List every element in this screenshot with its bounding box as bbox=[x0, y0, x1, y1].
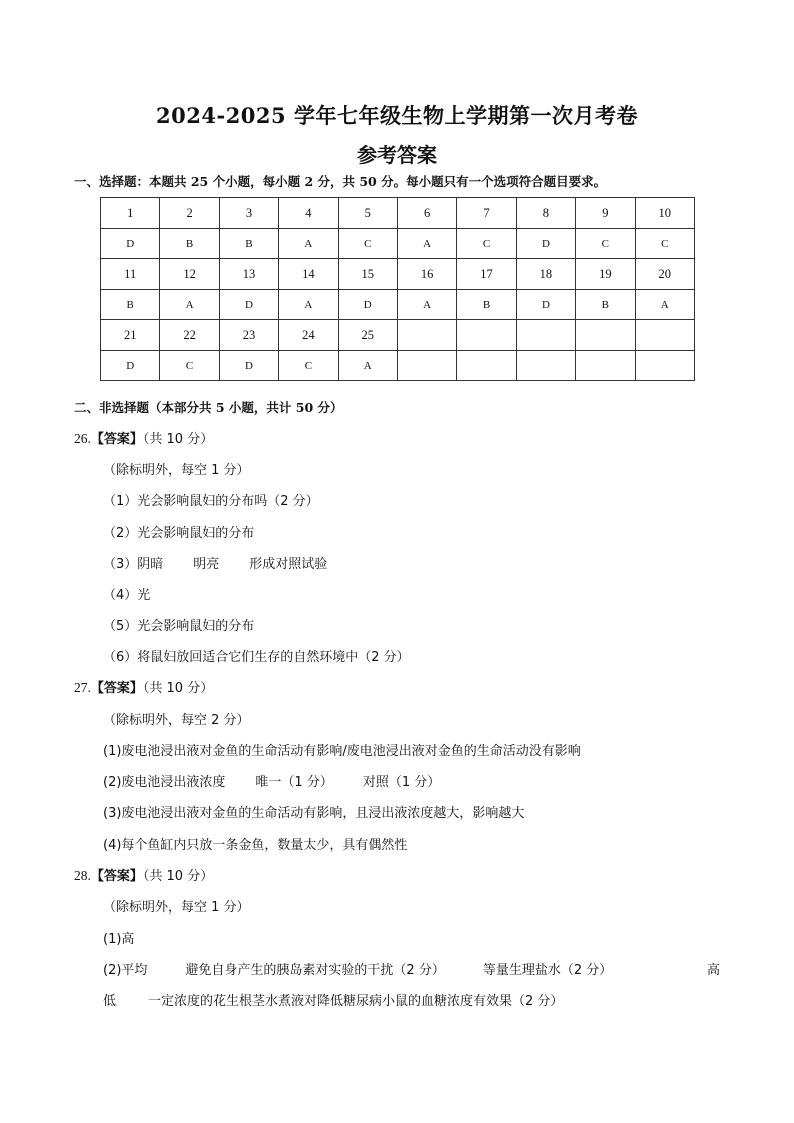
answer-cell bbox=[516, 351, 575, 381]
question-number-row bbox=[101, 320, 695, 351]
question-number-cell: 11 bbox=[101, 259, 160, 290]
answer-cell: C bbox=[635, 229, 694, 259]
answer-line: (3)废电池浸出液对金鱼的生命活动有影响，且浸出液浓度越大，影响越大 bbox=[103, 806, 525, 821]
question-number-cell: 21 bbox=[101, 320, 160, 351]
answer-line bbox=[103, 771, 440, 790]
answer-line: (4)每个鱼缸内只放一条金鱼，数量太少，具有偶然性 bbox=[103, 838, 408, 853]
section-heading-nonchoice: 二、非选择题（本部分共 5 小题，共计 50 分） bbox=[74, 400, 343, 415]
answer-part: 等量生理盐水（2 分） bbox=[482, 963, 613, 978]
answer-cell: B bbox=[576, 290, 635, 320]
answer-row bbox=[101, 290, 695, 320]
answer-part: （3）阴暗 bbox=[103, 557, 164, 572]
answer-part: (2)废电池浸出液浓度 bbox=[103, 775, 226, 790]
question-points: （共 10 分） bbox=[142, 432, 214, 447]
question-number-cell bbox=[516, 320, 575, 351]
question-number-cell: 16 bbox=[397, 259, 456, 290]
question-number-cell: 25 bbox=[338, 320, 397, 351]
answer-line: （1）光会影响鼠妇的分布吗（2 分） bbox=[103, 494, 319, 509]
question-number-cell: 19 bbox=[576, 259, 635, 290]
answer-cell: B bbox=[101, 290, 160, 320]
answer-cell: B bbox=[219, 229, 278, 259]
answer-part: (2)平均 bbox=[103, 963, 148, 978]
answer-cell: A bbox=[338, 351, 397, 381]
question-number-row bbox=[101, 259, 695, 290]
answer-cell bbox=[635, 351, 694, 381]
answer-cell: D bbox=[516, 229, 575, 259]
answer-row bbox=[101, 229, 695, 259]
answer-cell: D bbox=[338, 290, 397, 320]
question-number-cell: 2 bbox=[160, 198, 219, 229]
answer-cell: D bbox=[101, 229, 160, 259]
answer-line: （4）光 bbox=[103, 588, 151, 603]
answer-line: （2）光会影响鼠妇的分布 bbox=[103, 526, 255, 541]
question-number-row bbox=[101, 198, 695, 229]
answer-cell: D bbox=[516, 290, 575, 320]
question-number-cell: 13 bbox=[219, 259, 278, 290]
question-number-cell bbox=[457, 320, 516, 351]
question-number-cell: 9 bbox=[576, 198, 635, 229]
question-number-cell: 12 bbox=[160, 259, 219, 290]
page-title: 2024-2025 学年七年级生物上学期第一次月考卷 bbox=[156, 103, 638, 128]
answer-line: （6）将鼠妇放回适合它们生存的自然环境中（2 分） bbox=[103, 650, 410, 665]
question-number-cell: 20 bbox=[635, 259, 694, 290]
answer-line bbox=[103, 553, 327, 572]
question-header-28 bbox=[74, 865, 213, 884]
question-number-cell: 10 bbox=[635, 198, 694, 229]
answer-part: 一定浓度的花生根茎水煮液对降低糖尿病小鼠的血糖浓度有效果（2 分） bbox=[148, 994, 564, 1009]
section-heading-choice: 一、选择题：本题共 25 个小题，每小题 2 分，共 50 分。每小题只有一个选项符合题目要求。 bbox=[74, 174, 607, 189]
answer-part: 形成对照试验 bbox=[249, 557, 328, 572]
answer-row bbox=[101, 351, 695, 381]
answer-part: 明亮 bbox=[193, 557, 220, 572]
answer-line: (1)高 bbox=[103, 932, 135, 947]
answer-line: （5）光会影响鼠妇的分布 bbox=[103, 619, 255, 634]
question-number-cell: 4 bbox=[279, 198, 338, 229]
answer-line bbox=[103, 959, 723, 978]
answer-cell bbox=[576, 351, 635, 381]
answer-cell: D bbox=[219, 290, 278, 320]
question-number-cell: 17 bbox=[457, 259, 516, 290]
question-number: 27. bbox=[74, 680, 91, 695]
question-number-cell: 5 bbox=[338, 198, 397, 229]
answer-line bbox=[103, 990, 563, 1009]
answer-tag: 【答案】 bbox=[90, 681, 143, 696]
answer-cell: B bbox=[160, 229, 219, 259]
question-number-cell bbox=[635, 320, 694, 351]
question-number-cell: 7 bbox=[457, 198, 516, 229]
answer-cell: C bbox=[160, 351, 219, 381]
answer-part: 避免自身产生的胰岛素对实验的干扰（2 分） bbox=[185, 963, 445, 978]
answer-cell: B bbox=[457, 290, 516, 320]
answer-part: 高 bbox=[707, 963, 721, 978]
question-number-cell: 1 bbox=[101, 198, 160, 229]
question-number: 26. bbox=[74, 431, 91, 446]
question-number: 28. bbox=[74, 868, 91, 883]
question-number-cell: 24 bbox=[279, 320, 338, 351]
answer-cell: A bbox=[160, 290, 219, 320]
page-subtitle: 参考答案 bbox=[357, 143, 437, 167]
answer-cell: D bbox=[219, 351, 278, 381]
question-number-cell: 3 bbox=[219, 198, 278, 229]
question-number-cell: 22 bbox=[160, 320, 219, 351]
answer-cell: A bbox=[397, 229, 456, 259]
answer-cell bbox=[457, 351, 516, 381]
scoring-note: （除标明外，每空 1 分） bbox=[103, 900, 250, 915]
answer-cell: A bbox=[397, 290, 456, 320]
question-number-cell bbox=[397, 320, 456, 351]
question-number-cell: 14 bbox=[279, 259, 338, 290]
question-number-cell bbox=[576, 320, 635, 351]
scoring-note: （除标明外，每空 1 分） bbox=[103, 463, 250, 478]
answer-table bbox=[100, 197, 695, 381]
question-number-cell: 8 bbox=[516, 198, 575, 229]
question-header-27 bbox=[74, 677, 213, 696]
scoring-note: （除标明外，每空 2 分） bbox=[103, 713, 250, 728]
question-number-cell: 6 bbox=[397, 198, 456, 229]
question-number-cell: 18 bbox=[516, 259, 575, 290]
question-points: （共 10 分） bbox=[142, 681, 214, 696]
answer-cell: A bbox=[279, 229, 338, 259]
answer-cell: C bbox=[457, 229, 516, 259]
answer-cell: A bbox=[279, 290, 338, 320]
answer-line: (1)废电池浸出液对金鱼的生命活动有影响/废电池浸出液对金鱼的生命活动没有影响 bbox=[103, 744, 581, 759]
answer-part: 低 bbox=[103, 994, 117, 1009]
answer-cell: C bbox=[576, 229, 635, 259]
question-points: （共 10 分） bbox=[142, 869, 214, 884]
question-number-cell: 15 bbox=[338, 259, 397, 290]
answer-part: 唯一（1 分） bbox=[255, 775, 333, 790]
answer-cell bbox=[397, 351, 456, 381]
answer-cell: C bbox=[338, 229, 397, 259]
answer-part: 对照（1 分） bbox=[362, 775, 441, 790]
question-number-cell: 23 bbox=[219, 320, 278, 351]
answer-cell: D bbox=[101, 351, 160, 381]
answer-cell: A bbox=[635, 290, 694, 320]
question-header-26 bbox=[74, 428, 213, 447]
answer-tag: 【答案】 bbox=[90, 432, 143, 447]
answer-cell: C bbox=[279, 351, 338, 381]
answer-tag: 【答案】 bbox=[90, 869, 143, 884]
